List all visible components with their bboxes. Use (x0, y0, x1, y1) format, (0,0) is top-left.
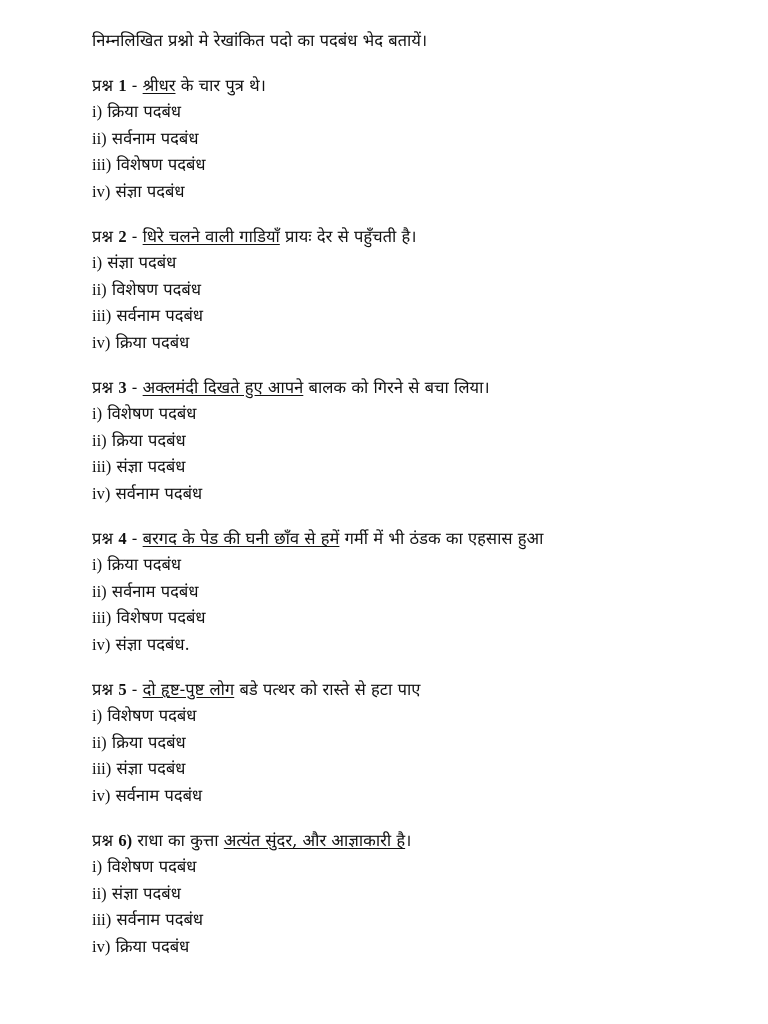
question-number: 6) (118, 831, 133, 850)
option-label: iv) (92, 785, 111, 805)
option-label: ii) (92, 128, 107, 148)
option-item (92, 552, 742, 579)
option-item (92, 907, 742, 934)
option-text: विशेषण पदबंध (107, 857, 197, 876)
question-list (92, 73, 742, 960)
option-item (92, 454, 742, 481)
question-block (92, 224, 742, 356)
question-rest-text: । (405, 831, 412, 850)
question-prefix: प्रश्न (92, 76, 114, 95)
option-label: i) (92, 706, 103, 725)
option-text: क्रिया पदबंध (111, 732, 186, 752)
question-text (92, 224, 742, 250)
option-label: iv) (92, 332, 111, 352)
option-text: विशेषण पदबंध (111, 279, 202, 299)
option-text: क्रिया पदबंध (107, 555, 182, 574)
option-item (92, 756, 742, 783)
option-label: iii) (92, 910, 112, 929)
option-text: क्रिया पदबंध (115, 936, 190, 956)
option-text: विशेषण पदबंध (116, 155, 206, 174)
option-label: i) (92, 555, 103, 574)
option-text: संज्ञा पदबंध (107, 253, 177, 272)
option-label: iii) (92, 306, 112, 325)
option-item (92, 179, 742, 206)
option-text: सर्वनाम पदबंध (115, 483, 203, 503)
question-rest-text: के चार पुत्र थे। (175, 76, 266, 95)
question-text (92, 73, 742, 99)
question-rest-text: गर्मी में भी ठंडक का एहसास हुआ (339, 529, 544, 548)
option-label: iii) (92, 457, 112, 476)
option-text: सर्वनाम पदबंध (116, 306, 204, 325)
question-rest-text: बालक को गिरने से बचा लिया। (303, 378, 490, 397)
option-text: संज्ञा पदबंध (116, 759, 186, 778)
underlined-phrase: दो हृष्ट-पुष्ट लोग (142, 680, 235, 699)
option-text: सर्वनाम पदबंध (115, 785, 203, 805)
option-item (92, 428, 742, 455)
option-item (92, 126, 742, 153)
question-number: 3 (118, 378, 127, 397)
option-label: iv) (92, 936, 111, 956)
option-item (92, 605, 742, 632)
question-prefix: प्रश्न (92, 831, 114, 850)
option-text: संज्ञा पदबंध (116, 457, 186, 476)
question-text (92, 526, 742, 552)
option-item (92, 401, 742, 428)
question-number: 2 (118, 227, 127, 246)
option-item (92, 330, 742, 357)
question-prefix: प्रश्न (92, 378, 114, 397)
question-separator: - (126, 378, 143, 397)
question-prefix: प्रश्न (92, 680, 114, 699)
option-text: संज्ञा पदबंध. (115, 634, 190, 654)
option-label: iii) (92, 759, 112, 778)
option-item (92, 579, 742, 606)
underlined-phrase: अक्लमंदी दिखते हुए आपने (142, 378, 304, 397)
option-item (92, 881, 742, 908)
question-number: 4 (118, 529, 127, 548)
option-label: iv) (92, 181, 111, 201)
option-item (92, 730, 742, 757)
question-number: 1 (118, 76, 127, 95)
document-page (92, 28, 742, 979)
question-prefix: प्रश्न (92, 529, 114, 548)
option-text: विशेषण पदबंध (107, 404, 197, 423)
option-item (92, 277, 742, 304)
option-item (92, 303, 742, 330)
underlined-phrase: धिरे चलने वाली गाडियाँ (142, 227, 280, 246)
option-label: iii) (92, 155, 112, 174)
option-label: ii) (92, 883, 107, 903)
option-label: i) (92, 253, 103, 272)
option-item (92, 632, 742, 659)
question-block (92, 677, 742, 809)
question-number: 5 (118, 680, 127, 699)
question-text (92, 375, 742, 401)
option-label: ii) (92, 581, 107, 601)
option-item (92, 854, 742, 881)
question-rest-text: प्रायः देर से पहुँचती है। (279, 227, 417, 246)
option-label: ii) (92, 732, 107, 752)
question-lead-text: राधा का कुत्ता (137, 831, 224, 850)
underlined-phrase: अत्यंत सुंदर, और आज्ञाकारी है (223, 831, 406, 850)
option-label: iv) (92, 483, 111, 503)
underlined-phrase: बरगद के पेड की घनी छाँव से हमें (142, 529, 340, 548)
option-item (92, 703, 742, 730)
question-rest-text: बडे पत्थर को रास्ते से हटा पाए (234, 680, 421, 699)
option-text: संज्ञा पदबंध (115, 181, 185, 201)
question-block (92, 526, 742, 658)
option-item (92, 250, 742, 277)
question-text (92, 828, 742, 854)
option-text: क्रिया पदबंध (111, 430, 186, 450)
question-separator: - (126, 529, 143, 548)
question-prefix: प्रश्न (92, 227, 114, 246)
option-text: क्रिया पदबंध (115, 332, 190, 352)
question-text (92, 677, 742, 703)
option-label: iv) (92, 634, 111, 654)
option-text: संज्ञा पदबंध (111, 883, 181, 903)
option-text: विशेषण पदबंध (116, 608, 206, 627)
option-label: i) (92, 404, 103, 423)
question-block (92, 375, 742, 507)
question-separator: - (126, 76, 143, 95)
option-item (92, 152, 742, 179)
option-text: विशेषण पदबंध (107, 706, 197, 725)
question-block (92, 828, 742, 960)
question-separator: - (126, 227, 143, 246)
instruction-text: निम्नलिखित प्रश्नो मे रेखांकित पदो का पदबंध भेद बतायें। (92, 31, 428, 50)
option-item (92, 783, 742, 810)
option-label: i) (92, 857, 103, 876)
option-text: सर्वनाम पदबंध (116, 910, 204, 929)
option-item (92, 481, 742, 508)
underlined-phrase: श्रीधर (142, 76, 176, 95)
option-label: iii) (92, 608, 112, 627)
option-text: सर्वनाम पदबंध (111, 128, 199, 148)
option-text: क्रिया पदबंध (107, 102, 182, 121)
question-block (92, 73, 742, 205)
option-item (92, 934, 742, 961)
option-item (92, 99, 742, 126)
question-separator: - (126, 680, 143, 699)
option-text: सर्वनाम पदबंध (111, 581, 199, 601)
option-label: ii) (92, 430, 107, 450)
option-label: ii) (92, 279, 107, 299)
option-label: i) (92, 102, 103, 121)
